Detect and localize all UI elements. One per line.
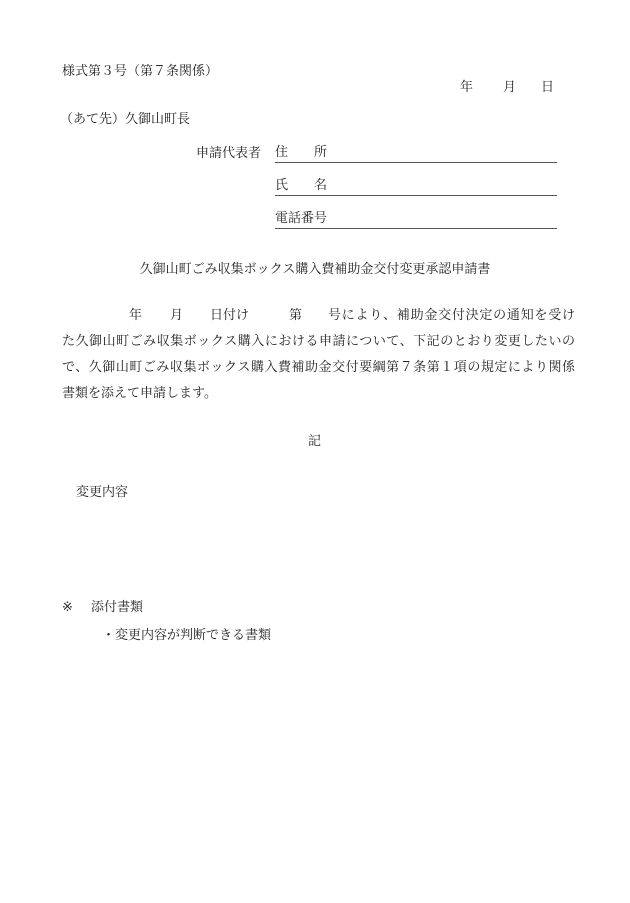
address-label-2: 所 (314, 145, 328, 160)
document-title: 久御山町ごみ収集ボックス購入費補助金交付変更承認申請書 (139, 262, 491, 277)
applicant-label: 申請代表者 (196, 146, 262, 161)
note-mark: ※ (62, 600, 73, 615)
body-month: 月 (170, 308, 184, 323)
address-field[interactable] (275, 145, 557, 163)
body-line-4: 書類を添えて申請します。 (62, 386, 217, 401)
address-label-1: 住 (275, 145, 289, 160)
attachment-item: ・変更内容が判断できる書類 (102, 628, 272, 643)
phone-field[interactable] (275, 211, 557, 229)
name-label-1: 氏 (275, 178, 289, 193)
phone-label: 電話番号 (275, 211, 328, 226)
ki-heading: 記 (308, 434, 322, 449)
change-details-label: 変更内容 (76, 485, 129, 500)
addressee: （あて先）久御山町長 (60, 112, 191, 127)
date-day: 日 (541, 80, 555, 95)
date-year: 年 (460, 80, 474, 95)
body-date-suffix: 日付け (210, 308, 250, 323)
name-label-2: 名 (314, 178, 328, 193)
attachments-label: 添付書類 (91, 600, 144, 615)
name-field[interactable] (275, 178, 557, 196)
body-line-2: た久御山町ごみ収集ボックス購入における申請について、下記のとおり変更したいの (62, 334, 575, 349)
form-number: 様式第３号（第７条関係） (62, 64, 219, 79)
body-number-prefix: 第 (289, 308, 303, 323)
date-month: 月 (503, 80, 517, 95)
body-line1-rest: 号により、補助金交付決定の通知を受け (328, 308, 575, 323)
body-line-3: で、久御山町ごみ収集ボックス購入費補助金交付要綱第７条第１項の規定により関係 (62, 360, 575, 375)
body-year: 年 (129, 308, 143, 323)
